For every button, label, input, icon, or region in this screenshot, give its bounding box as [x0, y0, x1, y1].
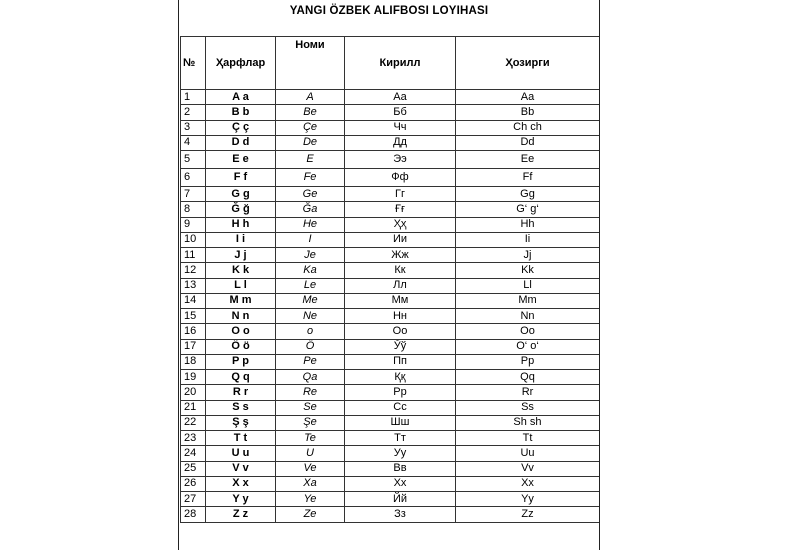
row-cyrillic: Ўў	[345, 339, 456, 354]
row-letter: G g	[206, 187, 276, 202]
row-number: 27	[181, 492, 206, 507]
row-letter: P p	[206, 354, 276, 369]
row-name: Ka	[276, 263, 345, 278]
row-current: Ll	[456, 278, 600, 293]
row-name: Xa	[276, 476, 345, 491]
row-cyrillic: Шш	[345, 415, 456, 430]
row-current: Rr	[456, 385, 600, 400]
row-name: Şe	[276, 415, 345, 430]
row-cyrillic: Чч	[345, 120, 456, 135]
row-name: Ö	[276, 339, 345, 354]
table-row	[181, 187, 600, 202]
row-current: Pp	[456, 354, 600, 369]
row-number: 16	[181, 324, 206, 339]
row-current: Nn	[456, 309, 600, 324]
row-name: Fe	[276, 169, 345, 187]
row-number: 8	[181, 202, 206, 217]
row-number: 24	[181, 446, 206, 461]
header-number: №	[181, 37, 206, 90]
table-row	[181, 263, 600, 278]
row-current: Ee	[456, 151, 600, 169]
row-name: U	[276, 446, 345, 461]
row-current: Kk	[456, 263, 600, 278]
row-name: Ye	[276, 492, 345, 507]
row-cyrillic: Ққ	[345, 370, 456, 385]
row-number: 11	[181, 248, 206, 263]
row-number: 15	[181, 309, 206, 324]
row-cyrillic: Хх	[345, 476, 456, 491]
row-number: 10	[181, 232, 206, 247]
table-header-row	[181, 37, 600, 90]
row-number: 5	[181, 151, 206, 169]
table-row	[181, 293, 600, 308]
table-row	[181, 278, 600, 293]
header-letters: Ҳарфлар	[206, 37, 276, 90]
row-number: 6	[181, 169, 206, 187]
row-number: 3	[181, 120, 206, 135]
row-current: Ch ch	[456, 120, 600, 135]
row-current: Sh sh	[456, 415, 600, 430]
row-current: Xx	[456, 476, 600, 491]
table-row	[181, 232, 600, 247]
row-letter: X x	[206, 476, 276, 491]
row-current: Zz	[456, 507, 600, 522]
row-cyrillic: Оо	[345, 324, 456, 339]
row-number: 22	[181, 415, 206, 430]
row-name: Pe	[276, 354, 345, 369]
row-letter: Ş ş	[206, 415, 276, 430]
row-number: 1	[181, 90, 206, 105]
row-cyrillic: Йй	[345, 492, 456, 507]
row-name: Ne	[276, 309, 345, 324]
row-current: Qq	[456, 370, 600, 385]
row-number: 26	[181, 476, 206, 491]
document-title: YANGI ÖZBEK ALIFBOSI LOYIHASI	[289, 5, 489, 17]
table-body	[181, 90, 600, 523]
row-name: Le	[276, 278, 345, 293]
row-name: o	[276, 324, 345, 339]
table-row	[181, 309, 600, 324]
row-name: De	[276, 135, 345, 150]
table-row	[181, 476, 600, 491]
row-current: Jj	[456, 248, 600, 263]
table-row	[181, 446, 600, 461]
row-letter: Ğ ğ	[206, 202, 276, 217]
row-cyrillic: Aa	[345, 90, 456, 105]
row-letter: I i	[206, 232, 276, 247]
row-current: Oo	[456, 324, 600, 339]
row-cyrillic: Дд	[345, 135, 456, 150]
row-letter: N n	[206, 309, 276, 324]
row-letter: V v	[206, 461, 276, 476]
row-cyrillic: Зз	[345, 507, 456, 522]
row-number: 21	[181, 400, 206, 415]
row-cyrillic: Сс	[345, 400, 456, 415]
table-row	[181, 431, 600, 446]
table-row	[181, 339, 600, 354]
row-name: Se	[276, 400, 345, 415]
table-row	[181, 248, 600, 263]
row-letter: Q q	[206, 370, 276, 385]
row-current: Mm	[456, 293, 600, 308]
row-cyrillic: Пп	[345, 354, 456, 369]
row-letter: A a	[206, 90, 276, 105]
row-cyrillic: Ээ	[345, 151, 456, 169]
row-cyrillic: Лл	[345, 278, 456, 293]
row-letter: S s	[206, 400, 276, 415]
row-letter: Y y	[206, 492, 276, 507]
row-number: 17	[181, 339, 206, 354]
row-name: Je	[276, 248, 345, 263]
table-row	[181, 324, 600, 339]
row-letter: M m	[206, 293, 276, 308]
row-current: Vv	[456, 461, 600, 476]
row-name: Çe	[276, 120, 345, 135]
row-current: Bb	[456, 105, 600, 120]
row-current: Hh	[456, 217, 600, 232]
row-current: Tt	[456, 431, 600, 446]
row-cyrillic: Бб	[345, 105, 456, 120]
table-row	[181, 492, 600, 507]
row-cyrillic: Уу	[345, 446, 456, 461]
table-row	[181, 105, 600, 120]
table-row	[181, 120, 600, 135]
row-name: Me	[276, 293, 345, 308]
row-name: He	[276, 217, 345, 232]
row-number: 2	[181, 105, 206, 120]
table-row	[181, 169, 600, 187]
table-row	[181, 135, 600, 150]
alphabet-table	[180, 36, 600, 523]
table-row	[181, 90, 600, 105]
row-letter: J j	[206, 248, 276, 263]
row-cyrillic: Фф	[345, 169, 456, 187]
table-row	[181, 400, 600, 415]
row-cyrillic: Рр	[345, 385, 456, 400]
row-letter: D d	[206, 135, 276, 150]
row-number: 4	[181, 135, 206, 150]
row-name: Te	[276, 431, 345, 446]
row-current: Aa	[456, 90, 600, 105]
table-row	[181, 385, 600, 400]
row-letter: L l	[206, 278, 276, 293]
row-cyrillic: Кк	[345, 263, 456, 278]
table-row	[181, 370, 600, 385]
row-number: 14	[181, 293, 206, 308]
row-cyrillic: Ғғ	[345, 202, 456, 217]
row-letter: U u	[206, 446, 276, 461]
row-letter: E e	[206, 151, 276, 169]
row-letter: R r	[206, 385, 276, 400]
row-name: Re	[276, 385, 345, 400]
row-name: Be	[276, 105, 345, 120]
row-number: 7	[181, 187, 206, 202]
row-name: E	[276, 151, 345, 169]
header-current: Ҳозирги	[456, 37, 600, 90]
table-row	[181, 354, 600, 369]
row-number: 20	[181, 385, 206, 400]
row-cyrillic: Жж	[345, 248, 456, 263]
table-row	[181, 202, 600, 217]
row-cyrillic: Ҳҳ	[345, 217, 456, 232]
row-current: Ss	[456, 400, 600, 415]
row-cyrillic: Ии	[345, 232, 456, 247]
row-name: Ge	[276, 187, 345, 202]
row-number: 28	[181, 507, 206, 522]
table-row	[181, 151, 600, 169]
row-letter: Ç ç	[206, 120, 276, 135]
row-cyrillic: Нн	[345, 309, 456, 324]
row-current: O‘ o‘	[456, 339, 600, 354]
table-row	[181, 415, 600, 430]
row-letter: T t	[206, 431, 276, 446]
row-current: G‘ g‘	[456, 202, 600, 217]
row-letter: Ö ö	[206, 339, 276, 354]
row-current: Yy	[456, 492, 600, 507]
row-number: 18	[181, 354, 206, 369]
row-letter: H h	[206, 217, 276, 232]
row-number: 9	[181, 217, 206, 232]
row-letter: Z z	[206, 507, 276, 522]
row-cyrillic: Вв	[345, 461, 456, 476]
row-name: Ğa	[276, 202, 345, 217]
row-name: A	[276, 90, 345, 105]
row-current: Ii	[456, 232, 600, 247]
row-number: 12	[181, 263, 206, 278]
table-row	[181, 217, 600, 232]
row-current: Gg	[456, 187, 600, 202]
row-current: Dd	[456, 135, 600, 150]
row-cyrillic: Гг	[345, 187, 456, 202]
row-letter: F f	[206, 169, 276, 187]
document-page	[178, 0, 600, 550]
row-name: Ve	[276, 461, 345, 476]
row-letter: K k	[206, 263, 276, 278]
table-row	[181, 461, 600, 476]
header-cyrillic: Кирилл	[345, 37, 456, 90]
row-name: I	[276, 232, 345, 247]
row-number: 25	[181, 461, 206, 476]
row-name: Ze	[276, 507, 345, 522]
row-cyrillic: Тт	[345, 431, 456, 446]
row-number: 19	[181, 370, 206, 385]
row-letter: O o	[206, 324, 276, 339]
row-letter: B b	[206, 105, 276, 120]
header-name: Номи	[276, 37, 345, 90]
table-row	[181, 507, 600, 522]
row-cyrillic: Мм	[345, 293, 456, 308]
row-current: Uu	[456, 446, 600, 461]
row-current: Ff	[456, 169, 600, 187]
row-name: Qa	[276, 370, 345, 385]
row-number: 23	[181, 431, 206, 446]
row-number: 13	[181, 278, 206, 293]
